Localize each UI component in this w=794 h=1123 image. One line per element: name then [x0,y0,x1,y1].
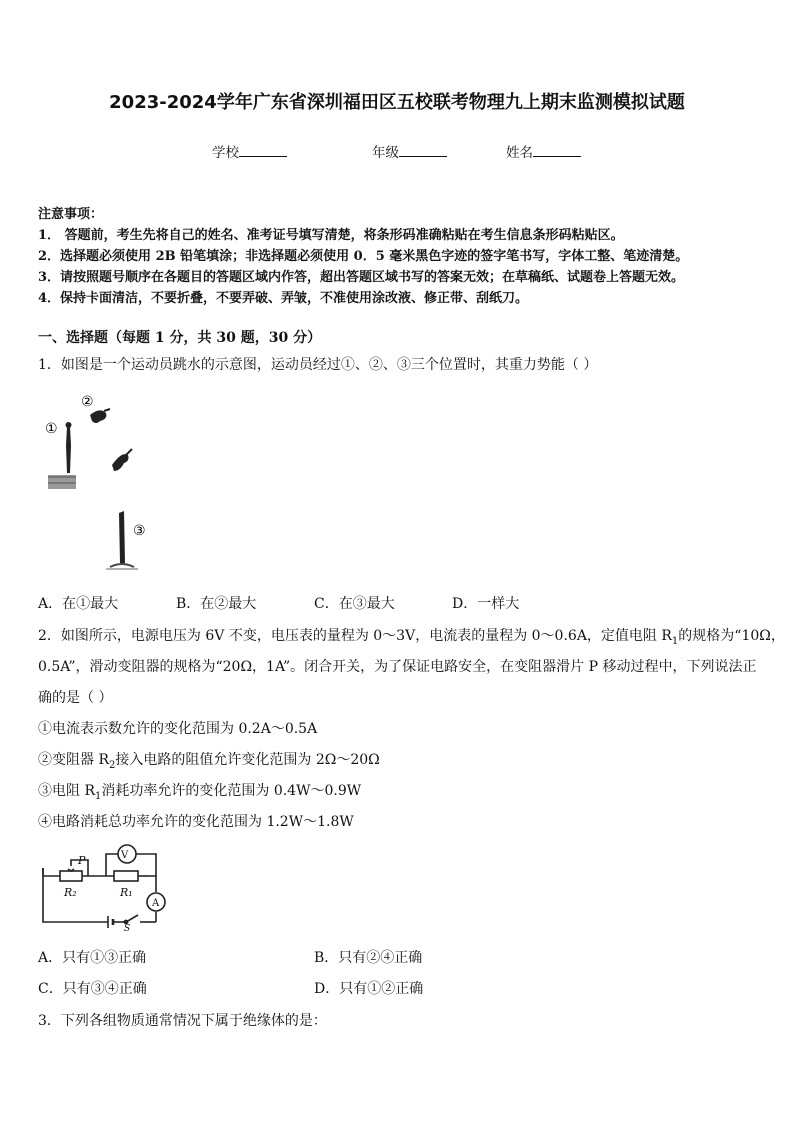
grade-field [372,141,447,161]
q1-option-d: D．一样大 [452,596,520,612]
diver-pos1 [66,427,71,473]
voltmeter-wire-left [106,854,118,876]
label-pos3: ③ [133,523,146,539]
school-label: 学校 [212,145,239,161]
label-pos1: ① [45,421,58,437]
q1-option-b: B．在②最大 [176,596,257,612]
q2-option-a: A．只有①③正确 [38,950,147,966]
label-v: V [121,850,129,861]
label-p: P [78,854,86,867]
label-a: A [152,898,160,909]
circuit-diagram [38,840,174,932]
name-field [506,141,581,161]
label-pos2: ② [81,394,94,410]
diver-mid [112,454,129,471]
rheostat-r2 [60,871,82,881]
q2-option-c: C．只有③④正确 [38,981,147,997]
q2-option-b: B．只有②④正确 [314,950,423,966]
q3-stem: 3．下列各组物质通常情况下属于绝缘体的是： [38,1013,327,1029]
q1-option-a: A．在①最大 [38,596,119,612]
diver-figure [40,385,170,575]
name-label: 姓名 [506,145,533,161]
diver-pos3 [119,511,125,563]
notes-heading: 注意事项： [38,207,104,222]
switch-blade [126,915,138,922]
label-r2: R₂ [64,886,77,899]
note-item: 3．请按照题号顺序在各题目的答题区域内作答，超出答题区域书写的答案无效；在草稿纸、试题卷上答题无效。 [38,270,685,285]
name-blank [533,144,581,157]
page-title: 2023-2024学年广东省深圳福田区五校联考物理九上期末监测模拟试题 [109,92,685,113]
school-blank [239,144,287,157]
note-item: 4．保持卡面清洁，不要折叠，不要弄破、弄皱，不准使用涂改液、修正带、刮纸刀。 [38,291,529,306]
q2-statement-1: ①电流表示数允许的变化范围为 0.2A～0.5A [38,721,318,737]
q2-statement-3: ③电阻 $R_1$消耗功率允许的变化范围为 0.4W～0.9W [38,783,362,802]
q1-option-c: C．在③最大 [314,596,395,612]
q2-line2: 0.5A”，滑动变阻器的规格为“20Ω，1A”。闭合开关，为了保证电路安全，在变阻器滑片 P 移动过程中，下列说法正 [38,659,757,675]
voltmeter-wire-right [136,854,156,876]
school-field [212,141,287,161]
grade-label: 年级 [372,145,399,161]
q2-line3: 确的是（ ） [38,690,113,706]
label-r1: R₁ [120,886,133,899]
note-item: 1． 答题前，考生先将自己的姓名、准考证号填写清楚，将条形码准确粘贴在考生信息条形码粘贴区。 [38,228,624,243]
q2-statement-4: ④电路消耗总功率允许的变化范围为 1.2W～1.8W [38,814,354,830]
q2-option-d: D．只有①②正确 [314,981,424,997]
diver-pos2 [90,410,106,423]
water-splash [110,564,134,567]
resistor-r1 [114,871,138,881]
grade-blank [399,144,447,157]
label-s: S [124,924,131,932]
q2-line1: 2．如图所示，电源电压为 6V 不变，电压表的量程为 0～3V，电流表的量程为 0～0.6A，定值电阻 $R_1$的规格为“10Ω， [38,628,785,647]
note-item: 2．选择题必须使用 2B 铅笔填涂；非选择题必须使用 0．5 毫米黑色字迹的签字笔书写，字体工整、笔迹清楚。 [38,249,689,264]
q1-stem: 1．如图是一个运动员跳水的示意图，运动员经过①、②、③三个位置时，其重力势能（ ） [38,357,598,373]
section-heading: 一、选择题（每题 1 分，共 30 题，30 分） [38,330,322,346]
q2-statement-2: ②变阻器 $R_2$接入电路的阻值允许变化范围为 2Ω～20Ω [38,752,380,771]
